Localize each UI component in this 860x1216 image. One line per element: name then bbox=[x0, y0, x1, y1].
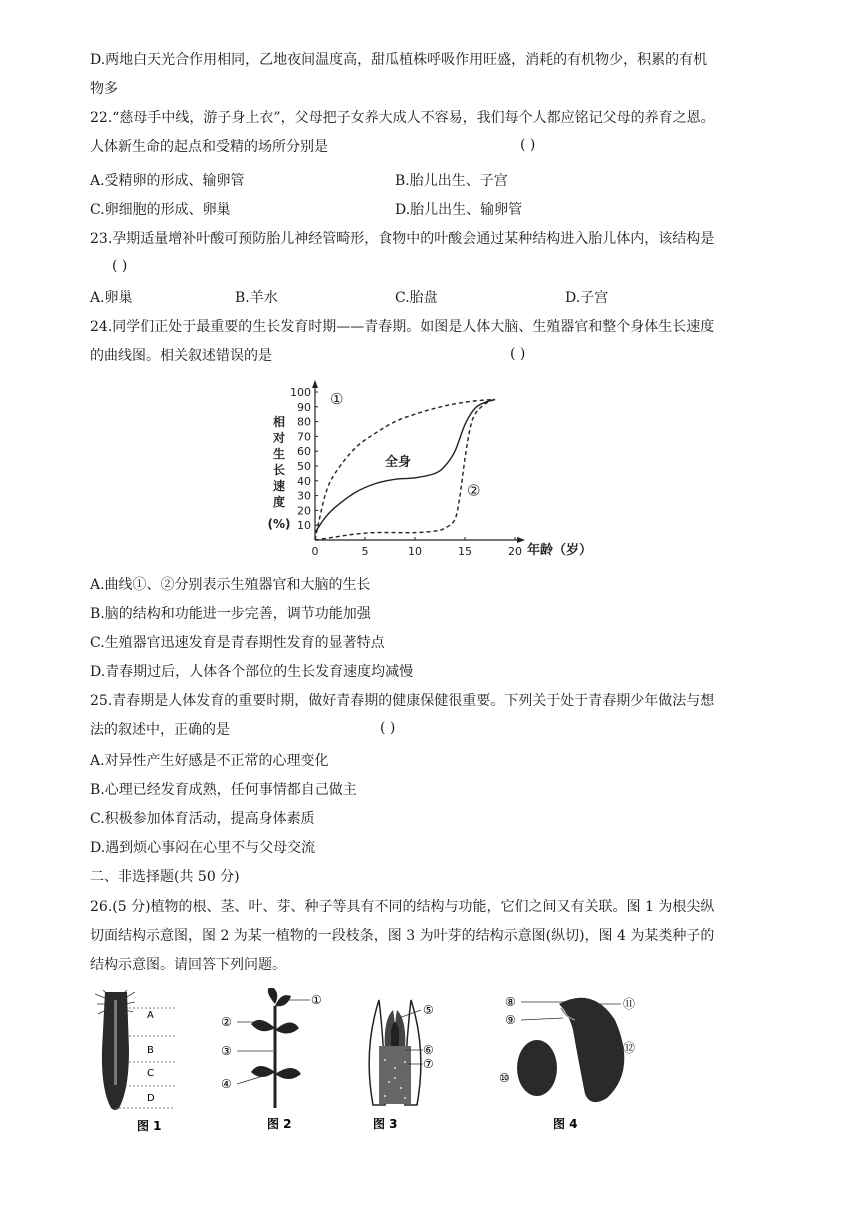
y-axis-arrow bbox=[312, 380, 318, 388]
x-axis-arrow bbox=[517, 537, 525, 543]
x-axis-label: 年龄（岁） bbox=[527, 543, 593, 558]
y-tick-label: 100 bbox=[290, 386, 311, 399]
q22-stem-line1: 22.“慈母手中线，游子身上衣”，父母把子女养大成人不容易，我们每个人都应铭记父母的养育之恩。 bbox=[90, 110, 715, 126]
label-4: ④ bbox=[221, 1077, 232, 1091]
top-leaf-icon bbox=[275, 995, 291, 1006]
label-3: ③ bbox=[221, 1044, 232, 1058]
q26-stem-line3: 结构示意图。请回答下列问题。 bbox=[90, 957, 286, 973]
zone-label-d: D bbox=[147, 1093, 155, 1104]
q22-option-a: A.受精卵的形成、输卵管 bbox=[90, 173, 245, 189]
q23-option-c: C.胎盘 bbox=[395, 290, 438, 306]
y-label-char: 速 bbox=[272, 479, 286, 493]
q23-stem-line1: 23.孕期适量增补叶酸可预防胎儿神经管畸形，食物中的叶酸会通过某种结构进入胎儿体内，该结构是 bbox=[90, 231, 715, 247]
label-1: ① bbox=[311, 993, 322, 1007]
figure-1-root-tip bbox=[95, 990, 195, 1135]
y-label-char: 生 bbox=[272, 447, 286, 461]
y-tick-label: 30 bbox=[297, 489, 311, 503]
q25-option-d: D.遇到烦心事闷在心里不与父母交流 bbox=[90, 840, 316, 856]
label-10: ⑩ bbox=[499, 1071, 510, 1085]
q25-option-c: C.积极参加体育活动，提高身体素质 bbox=[90, 811, 315, 827]
label-8: ⑧ bbox=[505, 995, 516, 1009]
label-11: ⑪ bbox=[623, 997, 636, 1011]
q25-answer-paren: ( ) bbox=[380, 720, 396, 736]
label-9: ⑨ bbox=[505, 1013, 516, 1027]
q24-stem-line2: 的曲线图。相关叙述错误的是 bbox=[90, 348, 272, 364]
bud-axis-icon bbox=[379, 1046, 411, 1104]
y-tick-label: 80 bbox=[297, 415, 311, 429]
lower-right-leaf-icon bbox=[275, 1068, 301, 1079]
q25-option-b: B.心理已经发育成熟，任何事情都自己做主 bbox=[90, 782, 357, 798]
figure-3-caption: 图 3 bbox=[373, 1117, 398, 1131]
figure-1-caption: 图 1 bbox=[137, 1119, 162, 1133]
q25-stem-line1: 25.青春期是人体发育的重要时期，做好青春期的健康保健很重要。下列关于处于青春期少年做法与想 bbox=[90, 693, 715, 709]
zone-label-a: A bbox=[147, 1010, 154, 1021]
y-label-char: 长 bbox=[272, 463, 286, 477]
q25-option-a: A.对异性产生好感是不正常的心理变化 bbox=[90, 753, 329, 769]
figure-3-leaf-bud bbox=[355, 990, 455, 1135]
q22-option-c: C.卵细胞的形成、卵巢 bbox=[90, 202, 231, 218]
lower-left-leaf-icon bbox=[251, 1066, 275, 1077]
x-tick-label: 5 bbox=[361, 545, 369, 558]
q24-answer-paren: ( ) bbox=[510, 346, 526, 362]
q22-option-d: D.胎儿出生、输卵管 bbox=[395, 202, 523, 218]
q25-stem-line2: 法的叙述中，正确的是 bbox=[90, 722, 230, 738]
label-5: ⑤ bbox=[423, 1003, 434, 1017]
q24-option-d: D.青春期过后，人体各个部位的生长发育速度均减慢 bbox=[90, 664, 414, 680]
y-tick-label: 50 bbox=[297, 460, 311, 473]
q21-option-d-line1: D.两地白天光合作用相同，乙地夜间温度高，甜瓜植株呼吸作用旺盛，消耗的有机物少，积累的有机 bbox=[90, 52, 708, 68]
q24-option-c: C.生殖器官迅速发育是青春期性发育的显著特点 bbox=[90, 635, 385, 651]
y-axis-label bbox=[268, 414, 291, 531]
label-12: ⑫ bbox=[623, 1041, 636, 1055]
q22-stem-line2: 人体新生命的起点和受精的场所分别是 bbox=[90, 139, 328, 155]
zone-label-b: B bbox=[147, 1045, 154, 1056]
q26-stem-line2: 切面结构示意图，图 2 为某一植物的一段枝条，图 3 为叶芽的结构示意图(纵切)，图 4 为某类种子的 bbox=[90, 928, 715, 944]
y-label-char: 相 bbox=[272, 415, 286, 429]
q23-option-d: D.子宫 bbox=[565, 290, 609, 306]
y-tick-label: 90 bbox=[297, 400, 311, 414]
root-center-stripe bbox=[114, 1000, 117, 1085]
figure-2-caption: 图 2 bbox=[267, 1117, 292, 1131]
q21-option-d-line2: 物多 bbox=[90, 81, 118, 97]
y-label-char: (%) bbox=[267, 517, 291, 531]
label-2: ② bbox=[221, 1015, 232, 1029]
left-leaf-icon bbox=[251, 1020, 275, 1031]
x-tick-label: 10 bbox=[408, 545, 422, 558]
figure-4-caption: 图 4 bbox=[553, 1117, 578, 1131]
y-label-char: 度 bbox=[272, 495, 286, 509]
q22-option-b: B.胎儿出生、子宫 bbox=[395, 173, 508, 189]
q22-answer-paren: ( ) bbox=[520, 137, 536, 153]
q24-option-b: B.脑的结构和功能进一步完善，调节功能加强 bbox=[90, 606, 371, 622]
bud-leaf-icon bbox=[268, 988, 277, 1004]
y-tick-label: 10 bbox=[297, 519, 311, 533]
x-tick-label: 20 bbox=[508, 545, 522, 558]
zone-label-c: C bbox=[147, 1068, 154, 1079]
q23-option-b: B.羊水 bbox=[235, 290, 278, 306]
section2-heading: 二、非选择题(共 50 分) bbox=[90, 869, 240, 885]
q23-option-a: A.卵巢 bbox=[90, 290, 133, 306]
y-axis-ticks bbox=[290, 386, 318, 532]
q24-stem-line1: 24.同学们正处于最重要的生长发育时期——青春期。如图是人体大脑、生殖器官和整个身体生长速度 bbox=[90, 319, 715, 335]
x-tick-label: 15 bbox=[458, 545, 472, 558]
x-tick-label: 0 bbox=[311, 545, 319, 558]
y-tick-label: 70 bbox=[297, 430, 311, 444]
q23-answer-paren: ( ) bbox=[112, 258, 128, 274]
right-leaf-icon bbox=[275, 1022, 299, 1033]
growth-speed-chart bbox=[255, 370, 615, 565]
y-tick-label: 60 bbox=[297, 445, 311, 459]
q26-stem-line1: 26.(5 分)植物的根、茎、叶、芽、种子等具有不同的结构与功能，它们之间又有关联。图 1 为根尖纵 bbox=[90, 899, 715, 915]
figure-4-seed bbox=[495, 990, 665, 1135]
figure-2-branch bbox=[215, 988, 330, 1135]
series-label-2: ② bbox=[467, 481, 481, 500]
growing-point-icon bbox=[391, 1022, 399, 1050]
y-tick-label: 20 bbox=[297, 504, 311, 518]
series-label-1: ① bbox=[330, 389, 344, 408]
y-tick-label: 40 bbox=[297, 474, 311, 488]
label-6: ⑥ bbox=[423, 1043, 434, 1057]
series-label-whole-body: 全身 bbox=[385, 455, 412, 470]
label-7: ⑦ bbox=[423, 1057, 434, 1071]
seed-whole-icon bbox=[517, 1040, 557, 1096]
q24-option-a: A.曲线①、②分别表示生殖器官和大脑的生长 bbox=[90, 577, 371, 593]
seed-opened-icon bbox=[559, 998, 624, 1102]
y-label-char: 对 bbox=[272, 431, 286, 445]
